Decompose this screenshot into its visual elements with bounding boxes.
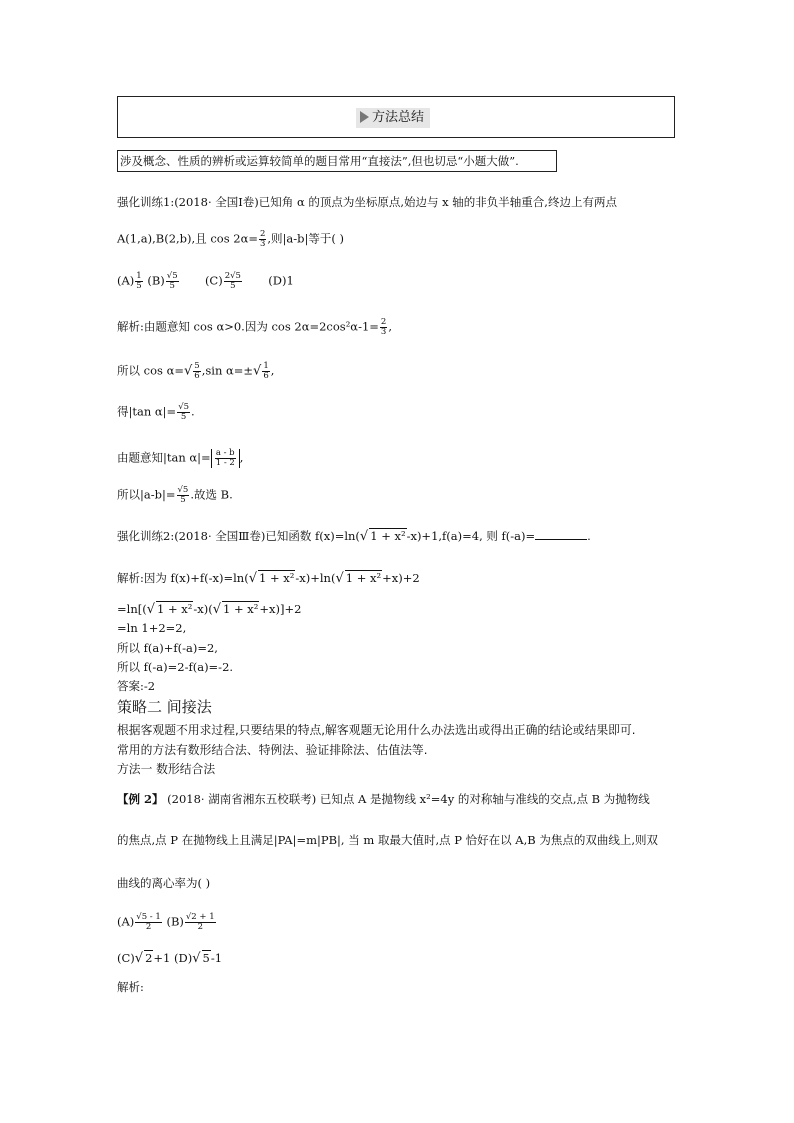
text: , [270,363,275,378]
text: (2018· 湖南省湘东五校联考) 已知点 A 是抛物线 x²=4y 的对称轴与准线的交点,点 B 为抛物线 [167,792,650,806]
solution-1-line-4 [117,449,243,468]
fraction [215,449,236,468]
text: A(1,a),B(2,b),且 cos 2α= [117,231,258,246]
radical-sign: √ [146,602,155,617]
radicand: 1 + x² [259,571,295,585]
answer-blank [535,539,587,540]
text: 解析:由题意知 cos α>0.因为 cos 2α=2cos²α-1= [117,319,379,334]
solution-1-line-2 [117,362,274,381]
numerator: √5 [177,485,189,495]
text: , [239,450,244,465]
strategy-paragraph-1: 根据客观题不用求过程,只要结果的特点,解客观题无论用什么办法选出或得出正确的结论或结果即可. [117,723,636,737]
denominator: 5 [180,412,187,422]
text: 所以|a-b|= [117,487,176,502]
text: ,则|a-b|等于( ) [267,231,345,246]
text: +1 [153,951,171,965]
numerator: √2 + 1 [185,912,215,922]
denominator: 3 [259,239,266,249]
exercise-1-line-1: 强化训练1:(2018· 全国Ⅰ卷)已知角 α 的顶点为坐标原点,始边与 x 轴的非负半轴重合,终边上有两点 [117,195,617,209]
solution-2-line-2 [117,601,301,617]
option-c-fraction [224,272,242,291]
solution-2-line-1 [117,570,420,586]
example-2-options-cd [117,950,222,966]
option-b-fraction [185,913,216,932]
text: -x)+ln( [295,571,336,585]
exercise-1-line-2 [117,230,344,249]
option-b-label: (B) [166,914,184,929]
example-2-solution: 解析: [117,980,144,994]
radicand: 5 [202,951,210,965]
option-a-label: (A) [117,914,135,929]
option-a-label: (A) [117,273,135,288]
numerator: √5 - 1 [136,912,161,922]
radicand: 1 + x² [223,602,259,616]
text: -x)( [193,602,213,616]
strategy-heading: 策略二 间接法 [117,698,212,716]
solution-2-line-4: 所以 f(a)+f(-a)=2, [117,641,218,655]
fraction [193,362,200,381]
text: +x)+2 [382,571,420,585]
radical-sign: √ [335,571,344,586]
text: .故选 B. [190,487,233,502]
numerator: 2 [380,317,387,327]
numerator: a - b [215,448,235,458]
denominator: 5 [230,281,236,291]
solution-1-line-1 [117,318,392,337]
arrow-icon [360,111,369,123]
radicand: 1 + x² [157,602,193,616]
denominator: 6 [263,371,269,381]
radical-sign: √ [359,529,369,544]
text: 解析:因为 f(x)+f(-x)=ln( [117,571,249,585]
text: ,sin α=± [201,363,254,378]
numerator: √5 [166,271,178,281]
option-a-fraction [135,913,162,932]
example-2-line-3: 曲线的离心率为( ) [117,876,211,890]
option-c-label: (C) [117,951,135,965]
numerator: 1 [263,361,269,371]
text: 所以 cos α= [117,363,184,378]
fraction [259,230,266,249]
solution-2-line-3: =ln 1+2=2, [117,621,187,635]
method-heading: 方法一 数形结合法 [117,762,216,776]
text: +x)]+2 [259,602,302,616]
option-d-label: (D) [174,951,193,965]
method-summary-title-text: 方法总结 [372,110,425,125]
radical-sign: √ [192,951,201,966]
absolute-value [211,449,240,468]
denominator: 5 [180,495,186,505]
radical-sign: √ [183,363,193,379]
fraction [380,318,387,337]
fraction [177,486,190,505]
numerator: √5 [178,402,190,412]
numerator: 2√5 [224,271,241,281]
denominator: 2 [197,922,203,932]
solution-2-line-5: 所以 f(-a)=2-f(a)=-2. [117,660,234,674]
numerator: 1 [136,271,142,281]
fraction [262,362,269,381]
method-summary-title [356,108,430,128]
fraction [177,403,190,422]
numerator: 2 [259,229,266,239]
text: , [388,319,392,334]
example-2-options-ab [117,913,217,932]
option-a-fraction [135,272,142,291]
radical-sign: √ [212,602,222,617]
solution-1-line-5 [117,486,233,505]
answer-line: 答案:-2 [117,679,156,693]
denominator: 6 [194,371,200,381]
text: . [191,404,195,419]
denominator: 2 [145,922,152,932]
text: 强化训练2:(2018· 全国Ⅲ卷)已知函数 f(x)=ln( [117,529,360,543]
text: . [587,529,591,543]
denominator: 1 - 2 [215,458,235,468]
numerator: 5 [194,361,200,371]
radicand: 1 + x² [370,529,406,543]
text: 由题意知|tan α|= [117,450,211,465]
option-b-fraction [166,272,179,291]
tip-box: 涉及概念、性质的辨析或运算较简单的题目常用“直接法”,但也切忌“小题大做”. [117,150,557,172]
exercise-2-line-1 [117,528,591,544]
denominator: 5 [136,281,142,291]
denominator: 5 [169,281,175,291]
radical-sign: √ [134,951,144,966]
radical-sign: √ [253,363,262,379]
option-b-label: (B) [147,273,165,288]
text: 得|tan α|= [117,404,177,419]
text: =ln[( [117,602,147,616]
option-d-label: (D)1 [268,273,294,288]
example-tag: 【例 2】 [117,792,164,806]
text: -1 [210,951,223,965]
radicand: 2 [145,951,153,965]
text: -x)+1,f(a)=4, 则 f(-a)= [406,529,536,543]
radicand: 1 + x² [345,571,382,585]
radical-sign: √ [248,571,257,586]
strategy-paragraph-2: 常用的方法有数形结合法、特例法、验证排除法、估值法等. [117,743,428,757]
solution-1-line-3 [117,403,195,422]
example-2-line-1 [117,792,650,806]
example-2-line-2: 的焦点,点 P 在抛物线上且满足|PA|=m|PB|, 当 m 取最大值时,点 P 恰好在以 A,B 为焦点的双曲线上,则双 [117,833,659,847]
option-c-label: (C) [204,273,223,288]
denominator: 3 [380,327,387,337]
exercise-1-options [117,272,294,291]
